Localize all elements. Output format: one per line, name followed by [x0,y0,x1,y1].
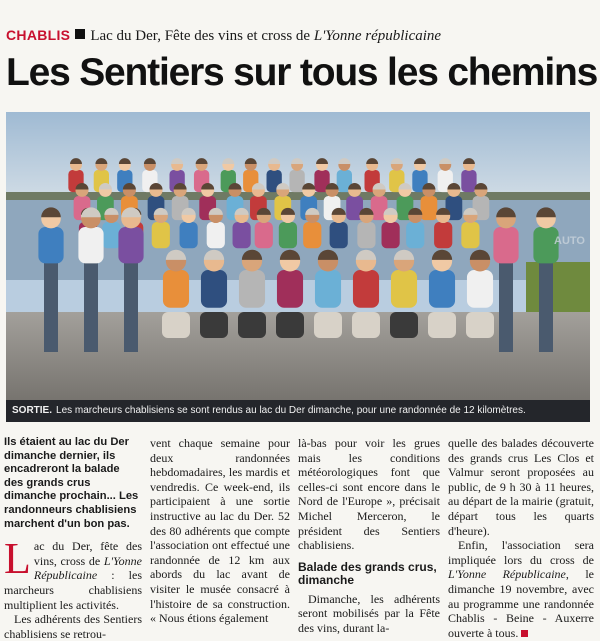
p1-text-a: ac du Der, fête des vins, cross de [33,539,142,568]
walker-figure [180,208,198,248]
walker-legs [238,312,266,338]
walker-figure [353,250,379,308]
caption-text: Les marcheurs chablisiens se sont rendus au lac du Der dimanche, pour une randonnée de 12 kilomètres. [56,405,526,416]
kicker-line [6,26,441,45]
walker-figure [289,158,304,192]
col4b-text-a: Enfin, l'association sera impliquée lors du cross de [448,538,594,567]
walker-figure [493,207,518,263]
article-column-4 [448,436,594,640]
walker-legs [84,262,98,352]
square-bullet-icon [75,29,85,39]
walker-figure [303,208,321,248]
walker-figure [163,250,189,308]
walker-figure [201,250,227,308]
walker-figure [102,208,120,248]
article-lead: Ils étaient au lac du Der dimanche dernier, ils encadreront la balade des grands crus dimanche prochain... Les randonneurs chablisiens marchent d'un bon pas. [4,436,139,530]
walker-figure [406,208,424,248]
caption-label: SORTIE. [12,405,53,416]
article-column-2 [150,436,290,626]
walker-legs [390,312,418,338]
walker-figure [330,208,348,248]
horizon-strip [6,192,590,200]
walker-figure [233,208,251,248]
article-subhead: Balade des grands crus, dimanche [298,559,437,588]
end-of-article-icon [521,630,528,637]
article-column-1 [4,436,142,641]
walker-legs [466,312,494,338]
walker-figure [391,250,417,308]
drop-cap: L [4,534,31,584]
walker-figure [461,208,479,248]
walker-figure [357,208,375,248]
walker-figure [78,207,103,263]
walker-figure [429,250,455,308]
article-col3-text: là-bas pour voir les grues mais les conditions météorologiques font que celles-ci sont encore dans le Nord de l'Europe », précisait Michel Merceron, le président des Sentiers chablisiens. [298,436,440,553]
walker-legs [352,312,380,338]
article-paragraph-1 [4,534,142,612]
kicker-text: Lac du Der, Fête des vins et cross de [90,28,314,44]
p1-text-b: : les marcheurs chablisiens multiplient les activités. [4,568,142,612]
walker-figure [118,207,143,263]
col4b-text-b: , le dimanche 19 novembre, avec au programme une randonnée Chablis - Beine - Auxerre ouverte à tous. [448,567,594,640]
walker-figure [152,208,170,248]
walker-legs [314,312,342,338]
photo-watermark: AUTO [554,235,585,247]
walker-legs [276,312,304,338]
walker-legs [162,312,190,338]
walker-figure [382,208,400,248]
walker-figure [315,250,341,308]
walker-figure [421,183,438,220]
walker-legs [124,262,138,352]
walker-legs [44,262,58,352]
article-column-3 [298,436,440,636]
walker-figure [279,208,297,248]
article-col3b-text: Dimanche, les adhérents seront mobilisés par la Fête des vins, durant la- [298,591,440,635]
walker-legs [428,312,456,338]
walker-figure [207,208,225,248]
group-photo [6,112,590,400]
walker-figure [38,207,63,263]
photo-caption [6,400,590,422]
headline: Les Sentiers sur tous les chemins [6,51,598,94]
kicker-text-italic: L'Yonne républicaine [313,28,442,44]
walker-figure [277,250,303,308]
walker-legs [539,262,553,352]
walker-figure [467,250,493,308]
col4b-text-italic: L'Yonne Républicaine [448,567,566,582]
article-paragraph-2: Les adhérents des Sentiers chablisiens se retrou- [4,612,142,641]
article-col2-text: vent chaque semaine pour deux randonnées hebdomadaires, les mardis et vendredis. Ce week-end, ils participaient à une sortie instructive au lac du Der. 52 des 80 adhérents que compte l'association ont effectué une randonnée de 12 km aux abords du lac avant de visiter le musée consacré à l'histoire de sa construction. « Nous étions également [150,436,290,626]
walker-figure [255,208,273,248]
section-label: CHABLIS [6,27,71,43]
walker-legs [499,262,513,352]
group-photo-illustration [6,112,590,400]
walker-figure [434,208,452,248]
p1-text-italic: L'Yonne Républicaine [33,553,142,583]
walker-legs [200,312,228,338]
walker-figure [239,250,265,308]
walker-figure [461,158,476,192]
article-col4-text: quelle des balades découverte des grands crus Les Clos et Valmur seront proposées au public, de 9 h 30 à 11 heures, au départ de la mairie (gratuit, départ tous les quarts d'heure). [448,436,594,538]
